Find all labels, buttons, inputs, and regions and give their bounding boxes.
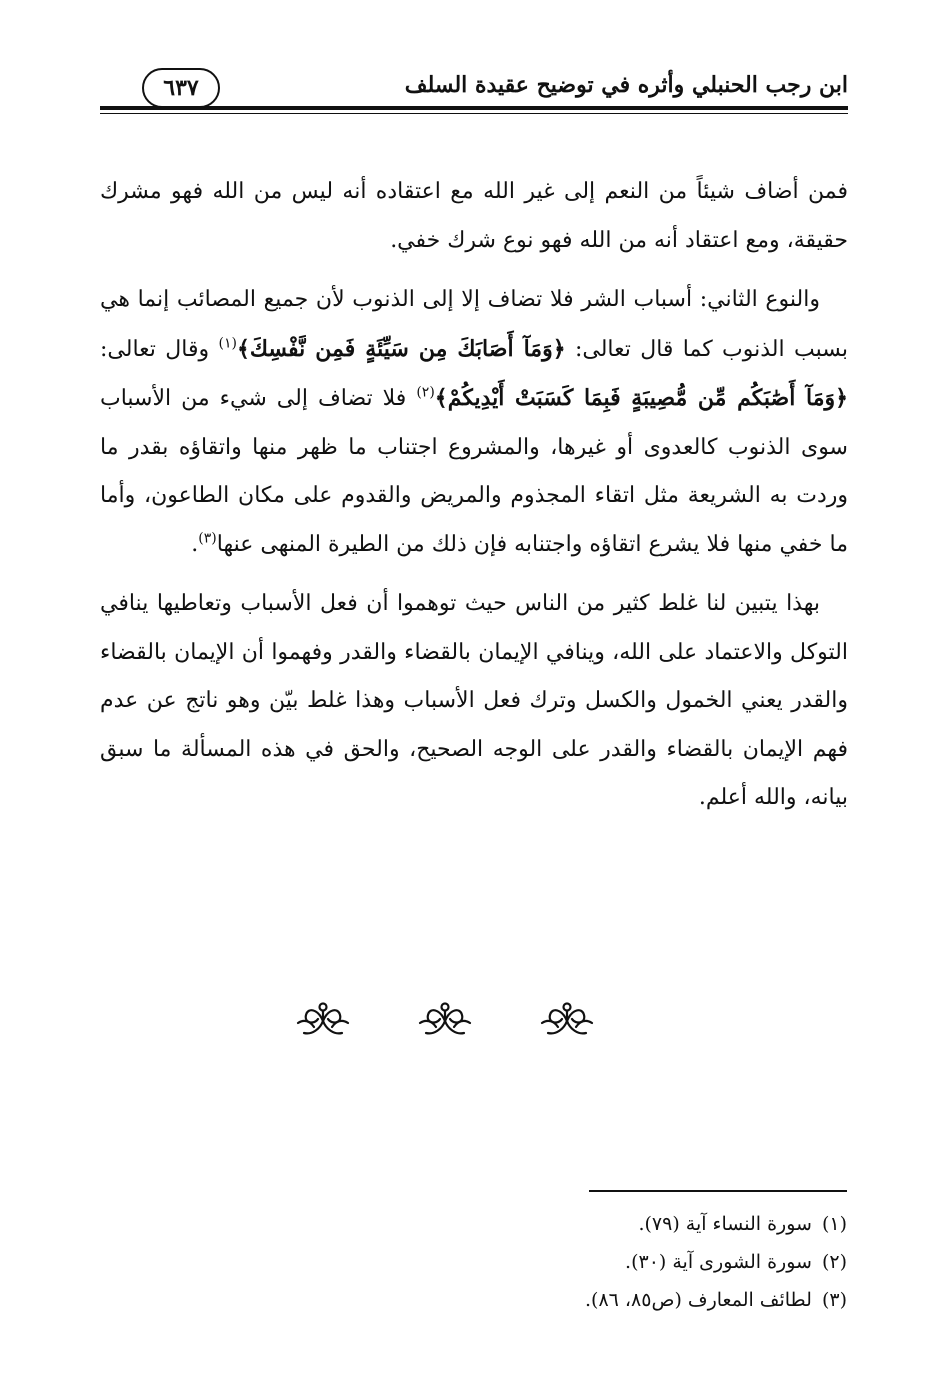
paragraph-2-body: فلا تضاف إلى شيء من الأسباب سوى الذنوب كالعدوى أو غيرها، والمشروع اجتناب ما ظهر منها واتقاؤه بقدر ما وردت به الشريعة مثل اتقاء المجذوم والمريض والقدوم على مكان الطاعون، وأما ما خفي منها فلا يشرع اتقاؤه واجتنابه فإن ذلك من الطيرة المنهى عنها (100, 386, 848, 557)
footnote-ref-2[interactable]: (٢) (416, 384, 435, 401)
paragraph-2-end: . (191, 531, 199, 557)
page-number-badge (142, 68, 220, 108)
page-header (100, 62, 848, 120)
footnote-3 (347, 1281, 847, 1319)
quran-verse-1: ﴿وَمَآ أَصَابَكَ مِن سَيِّئَةٍ فَمِن نَّفْسِكَ﴾ (236, 335, 566, 362)
footnote-number: (١) (821, 1213, 847, 1235)
running-title: ابن رجب الحنبلي وأثره في توضيح عقيدة السلف (404, 72, 848, 98)
footnote-text: سورة النساء آية (٧٩). (638, 1213, 812, 1235)
footnote-separator (589, 1190, 847, 1192)
page-number: ٦٣٧ (163, 75, 199, 101)
paragraph-2 (100, 276, 848, 569)
paragraph-3: بهذا يتبين لنا غلط كثير من الناس حيث توهموا أن فعل الأسباب وتعاطيها ينافي التوكل والاعتماد على الله، وينافي الإيمان بالقضاء والقدر وفهموا أن الإيمان بالقضاء والقدر يعني الخمول والكسل وترك فعل الأسباب وهذا غلط بيّن وهو ناتج عن عدم فهم الإيمان بالقضاء والقدر على الوجه الصحيح، والحق في هذه المسألة ما سبق بيانه، والله أعلم. (100, 591, 848, 810)
footnotes (347, 1205, 847, 1319)
footnote-number: (٢) (821, 1251, 847, 1273)
section-divider-ornaments (290, 996, 600, 1046)
quran-verse-2: ﴿وَمَآ أَصَٰبَكُم مِّن مُّصِيبَةٍ فَبِمَا كَسَبَتْ أَيْدِيكُمْ﴾ (434, 385, 849, 411)
floral-ornament-icon (290, 999, 356, 1043)
main-text (100, 168, 848, 834)
footnote-ref-1[interactable]: (١) (218, 335, 237, 352)
footnote-2 (347, 1243, 847, 1281)
footnote-text: لطائف المعارف (ص٨٥، ٨٦). (585, 1289, 812, 1311)
paragraph-2-connector: وقال تعالى: (100, 336, 210, 362)
floral-ornament-icon (534, 999, 600, 1043)
footnote-1 (347, 1205, 847, 1243)
footnote-number: (٣) (821, 1289, 847, 1311)
footnote-ref-3[interactable]: (٣) (198, 530, 217, 547)
paragraph-2-intro: والنوع الثاني: أسباب الشر فلا تضاف إلا إلى الذنوب لأن جميع المصائب إنما هي بسبب الذنوب كما قال تعالى: (100, 287, 848, 362)
floral-ornament-icon (412, 999, 478, 1043)
header-rule (100, 106, 848, 110)
footnote-text: سورة الشورى آية (٣٠). (625, 1251, 812, 1273)
paragraph-1: فمن أضاف شيئاً من النعم إلى غير الله مع اعتقاده أنه ليس من الله فهو مشرك حقيقة، ومع اعتقاد أنه من الله فهو نوع شرك خفي. (100, 179, 848, 253)
header-rule-thin (100, 113, 848, 114)
